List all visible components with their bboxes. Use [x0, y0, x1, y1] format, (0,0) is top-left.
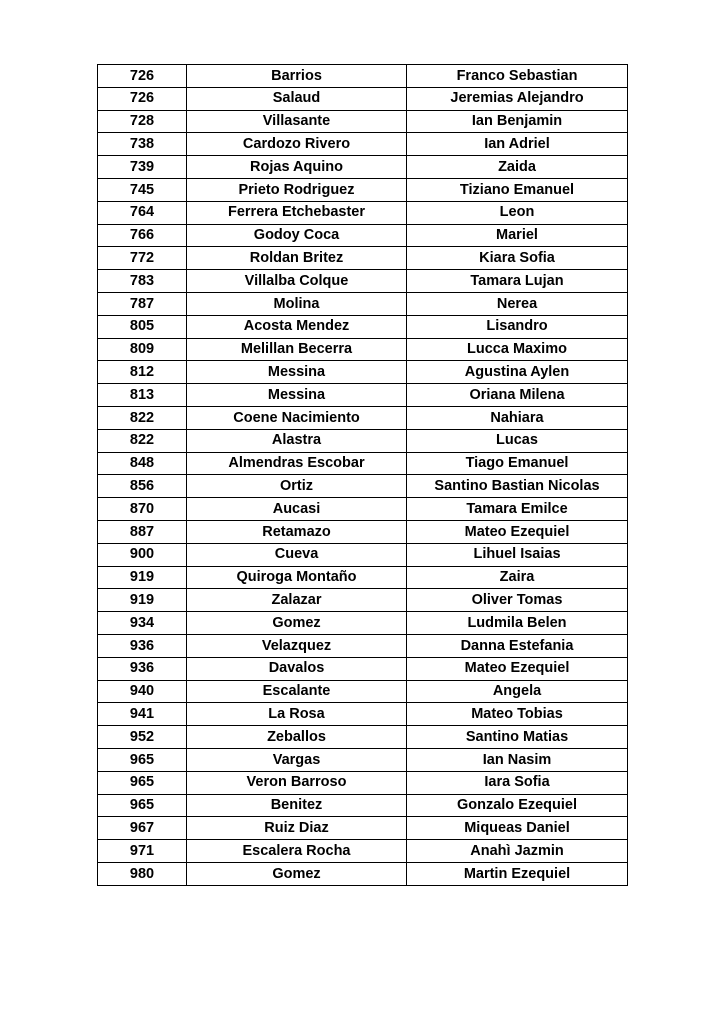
surname-cell: Rojas Aquino	[187, 156, 407, 179]
surname-cell: Melillan Becerra	[187, 338, 407, 361]
given-names-cell: Jeremias Alejandro	[407, 87, 628, 110]
number-cell: 764	[98, 201, 187, 224]
surname-cell: Benitez	[187, 794, 407, 817]
surname-cell: Retamazo	[187, 520, 407, 543]
table-row	[98, 703, 628, 726]
table-row	[98, 794, 628, 817]
given-names-cell: Zaira	[407, 566, 628, 589]
given-names-cell: Gonzalo Ezequiel	[407, 794, 628, 817]
number-cell: 822	[98, 429, 187, 452]
table-row	[98, 475, 628, 498]
number-cell: 766	[98, 224, 187, 247]
surname-cell: Gomez	[187, 612, 407, 635]
number-cell: 745	[98, 178, 187, 201]
number-cell: 934	[98, 612, 187, 635]
surname-cell: Alastra	[187, 429, 407, 452]
given-names-cell: Ludmila Belen	[407, 612, 628, 635]
given-names-cell: Ian Adriel	[407, 133, 628, 156]
given-names-cell: Tamara Emilce	[407, 498, 628, 521]
surname-cell: Davalos	[187, 657, 407, 680]
surname-cell: Aucasi	[187, 498, 407, 521]
given-names-cell: Martin Ezequiel	[407, 862, 628, 885]
table-row	[98, 543, 628, 566]
number-cell: 739	[98, 156, 187, 179]
given-names-cell: Mateo Tobias	[407, 703, 628, 726]
surname-cell: Villalba Colque	[187, 270, 407, 293]
given-names-cell: Lisandro	[407, 315, 628, 338]
number-cell: 728	[98, 110, 187, 133]
surname-cell: Veron Barroso	[187, 771, 407, 794]
given-names-cell: Miqueas Daniel	[407, 817, 628, 840]
table-row	[98, 680, 628, 703]
number-cell: 967	[98, 817, 187, 840]
surname-cell: Prieto Rodriguez	[187, 178, 407, 201]
table-row	[98, 612, 628, 635]
table-row	[98, 361, 628, 384]
roster-table	[97, 64, 628, 886]
table-row	[98, 201, 628, 224]
given-names-cell: Danna Estefania	[407, 634, 628, 657]
surname-cell: Ruiz Diaz	[187, 817, 407, 840]
number-cell: 772	[98, 247, 187, 270]
given-names-cell: Lucca Maximo	[407, 338, 628, 361]
number-cell: 952	[98, 726, 187, 749]
surname-cell: Quiroga Montaño	[187, 566, 407, 589]
table-row	[98, 156, 628, 179]
number-cell: 787	[98, 292, 187, 315]
table-row	[98, 384, 628, 407]
surname-cell: La Rosa	[187, 703, 407, 726]
number-cell: 856	[98, 475, 187, 498]
table-row	[98, 634, 628, 657]
table-row	[98, 520, 628, 543]
number-cell: 887	[98, 520, 187, 543]
given-names-cell: Mateo Ezequiel	[407, 657, 628, 680]
table-row	[98, 452, 628, 475]
number-cell: 941	[98, 703, 187, 726]
surname-cell: Coene Nacimiento	[187, 406, 407, 429]
number-cell: 738	[98, 133, 187, 156]
roster-table-body	[98, 65, 628, 886]
surname-cell: Escalera Rocha	[187, 840, 407, 863]
given-names-cell: Mariel	[407, 224, 628, 247]
surname-cell: Messina	[187, 361, 407, 384]
table-row	[98, 657, 628, 680]
table-row	[98, 338, 628, 361]
number-cell: 813	[98, 384, 187, 407]
surname-cell: Roldan Britez	[187, 247, 407, 270]
table-row	[98, 87, 628, 110]
number-cell: 848	[98, 452, 187, 475]
surname-cell: Vargas	[187, 748, 407, 771]
number-cell: 965	[98, 794, 187, 817]
surname-cell: Villasante	[187, 110, 407, 133]
surname-cell: Messina	[187, 384, 407, 407]
given-names-cell: Anahì Jazmin	[407, 840, 628, 863]
table-row	[98, 589, 628, 612]
table-row	[98, 247, 628, 270]
given-names-cell: Lucas	[407, 429, 628, 452]
table-row	[98, 315, 628, 338]
surname-cell: Salaud	[187, 87, 407, 110]
number-cell: 783	[98, 270, 187, 293]
table-row	[98, 840, 628, 863]
table-row	[98, 292, 628, 315]
given-names-cell: Santino Matias	[407, 726, 628, 749]
table-row	[98, 65, 628, 88]
given-names-cell: Mateo Ezequiel	[407, 520, 628, 543]
surname-cell: Godoy Coca	[187, 224, 407, 247]
given-names-cell: Santino Bastian Nicolas	[407, 475, 628, 498]
table-row	[98, 566, 628, 589]
surname-cell: Barrios	[187, 65, 407, 88]
number-cell: 971	[98, 840, 187, 863]
table-row	[98, 406, 628, 429]
given-names-cell: Tiziano Emanuel	[407, 178, 628, 201]
given-names-cell: Angela	[407, 680, 628, 703]
number-cell: 980	[98, 862, 187, 885]
table-row	[98, 771, 628, 794]
table-row	[98, 748, 628, 771]
number-cell: 965	[98, 771, 187, 794]
given-names-cell: Tiago Emanuel	[407, 452, 628, 475]
number-cell: 965	[98, 748, 187, 771]
surname-cell: Acosta Mendez	[187, 315, 407, 338]
given-names-cell: Oriana Milena	[407, 384, 628, 407]
number-cell: 726	[98, 87, 187, 110]
given-names-cell: Ian Nasim	[407, 748, 628, 771]
table-row	[98, 498, 628, 521]
table-row	[98, 224, 628, 247]
surname-cell: Zeballos	[187, 726, 407, 749]
given-names-cell: Agustina Aylen	[407, 361, 628, 384]
given-names-cell: Iara Sofia	[407, 771, 628, 794]
surname-cell: Escalante	[187, 680, 407, 703]
number-cell: 940	[98, 680, 187, 703]
number-cell: 726	[98, 65, 187, 88]
given-names-cell: Ian Benjamin	[407, 110, 628, 133]
number-cell: 919	[98, 589, 187, 612]
table-row	[98, 862, 628, 885]
surname-cell: Zalazar	[187, 589, 407, 612]
surname-cell: Almendras Escobar	[187, 452, 407, 475]
table-row	[98, 178, 628, 201]
given-names-cell: Lihuel Isaias	[407, 543, 628, 566]
table-row	[98, 429, 628, 452]
number-cell: 870	[98, 498, 187, 521]
number-cell: 936	[98, 634, 187, 657]
number-cell: 900	[98, 543, 187, 566]
number-cell: 812	[98, 361, 187, 384]
given-names-cell: Oliver Tomas	[407, 589, 628, 612]
given-names-cell: Zaida	[407, 156, 628, 179]
surname-cell: Molina	[187, 292, 407, 315]
table-row	[98, 817, 628, 840]
table-row	[98, 270, 628, 293]
number-cell: 822	[98, 406, 187, 429]
given-names-cell: Nerea	[407, 292, 628, 315]
table-row	[98, 133, 628, 156]
given-names-cell: Kiara Sofia	[407, 247, 628, 270]
given-names-cell: Nahiara	[407, 406, 628, 429]
surname-cell: Cueva	[187, 543, 407, 566]
table-row	[98, 726, 628, 749]
given-names-cell: Leon	[407, 201, 628, 224]
number-cell: 936	[98, 657, 187, 680]
surname-cell: Ortiz	[187, 475, 407, 498]
surname-cell: Cardozo Rivero	[187, 133, 407, 156]
number-cell: 919	[98, 566, 187, 589]
given-names-cell: Franco Sebastian	[407, 65, 628, 88]
surname-cell: Ferrera Etchebaster	[187, 201, 407, 224]
surname-cell: Velazquez	[187, 634, 407, 657]
given-names-cell: Tamara Lujan	[407, 270, 628, 293]
number-cell: 809	[98, 338, 187, 361]
table-row	[98, 110, 628, 133]
surname-cell: Gomez	[187, 862, 407, 885]
number-cell: 805	[98, 315, 187, 338]
